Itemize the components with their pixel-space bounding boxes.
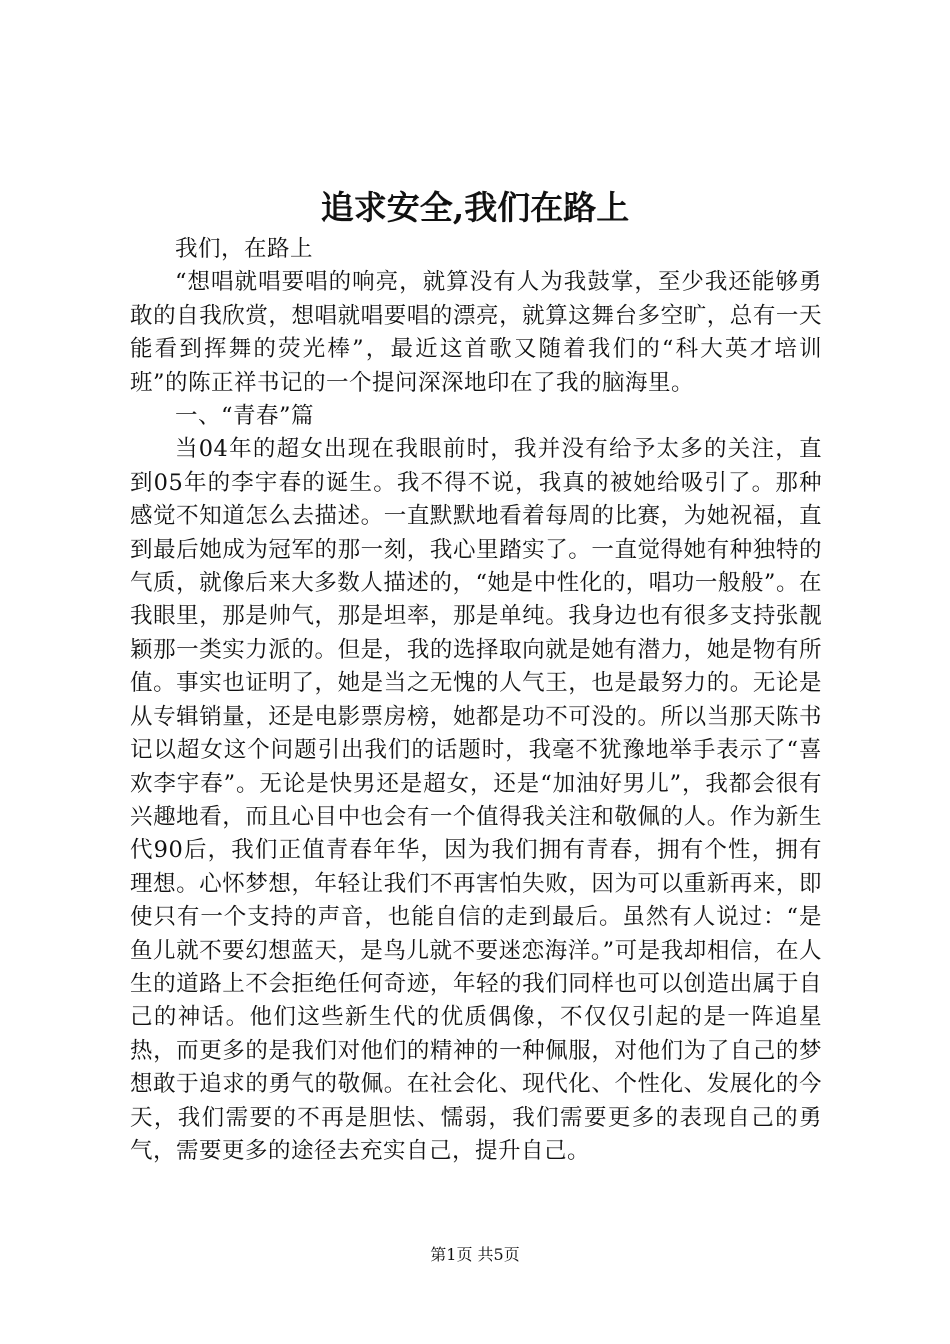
paragraph-song-quote: “想唱就唱要唱的响亮，就算没有人为我鼓掌，至少我还能够勇敢的自我欣赏，想唱就唱要唱的漂亮，就算这舞台多空旷，总有一天能看到挥舞的荧光棒”，最近这首歌又随着我们的“科大英才培训班”的陈正祥书记的一个提问深深地印在了我的脑海里。 <box>130 269 822 396</box>
document-body <box>130 233 822 1168</box>
paragraph-intro: 我们，在路上 <box>175 236 314 262</box>
page-footer: 第1页 共5页 <box>430 1245 520 1264</box>
paragraph-youth-body: 当04年的超女出现在我眼前时，我并没有给予太多的关注，直到05年的李宇春的诞生。我不得不说，我真的被她给吸引了。那种感觉不知道怎么去描述。一直默默地看着每周的比赛，为她祝福，直到最后她成为冠军的那一刻，我心里踏实了。一直觉得她有种独特的气质，就像后来大多数人描述的，“她是中性化的，唱功一般般”。在我眼里，那是帅气，那是坦率，那是单纯。我身边也有很多支持张靓颖那一类实力派的。但是，我的选择取向就是她有潜力，她是物有所值。事实也证明了，她是当之无愧的人气王，也是最努力的。无论是从专辑销量，还是电影票房榜，她都是功不可没的。所以当那天陈书记以超女这个问题引出我们的话题时，我毫不犹豫地举手表示了“喜欢李宇春”。无论是快男还是超女，还是“加油好男儿”，我都会很有兴趣地看，而且心目中也会有一个值得我关注和敬佩的人。作为新生代90后，我们正值青春年华，因为我们拥有青春，拥有个性，拥有理想。心怀梦想，年轻让我们不再害怕失败，因为可以重新再来，即使只有一个支持的声音，也能自信的走到最后。虽然有人说过：“是鱼儿就不要幻想蓝天，是鸟儿就不要迷恋海洋。”可是我却相信，在人生的道路上不会拒绝任何奇迹，年轻的我们同样也可以创造出属于自己的神话。他们这些新生代的优质偶像，不仅仅引起的是一阵追星热，而更多的是我们对他们的精神的一种佩服，对他们为了自己的梦想敢于追求的勇气的敬佩。在社会化、现代化、个性化、发展化的今天，我们需要的不再是胆怯、懦弱，我们需要更多的表现自己的勇气，需要更多的途径去充实自己，提升自己。 <box>130 436 822 1164</box>
document-title: 追求安全,我们在路上 <box>320 188 630 227</box>
section-heading-youth: 一、“青春”篇 <box>175 403 315 430</box>
